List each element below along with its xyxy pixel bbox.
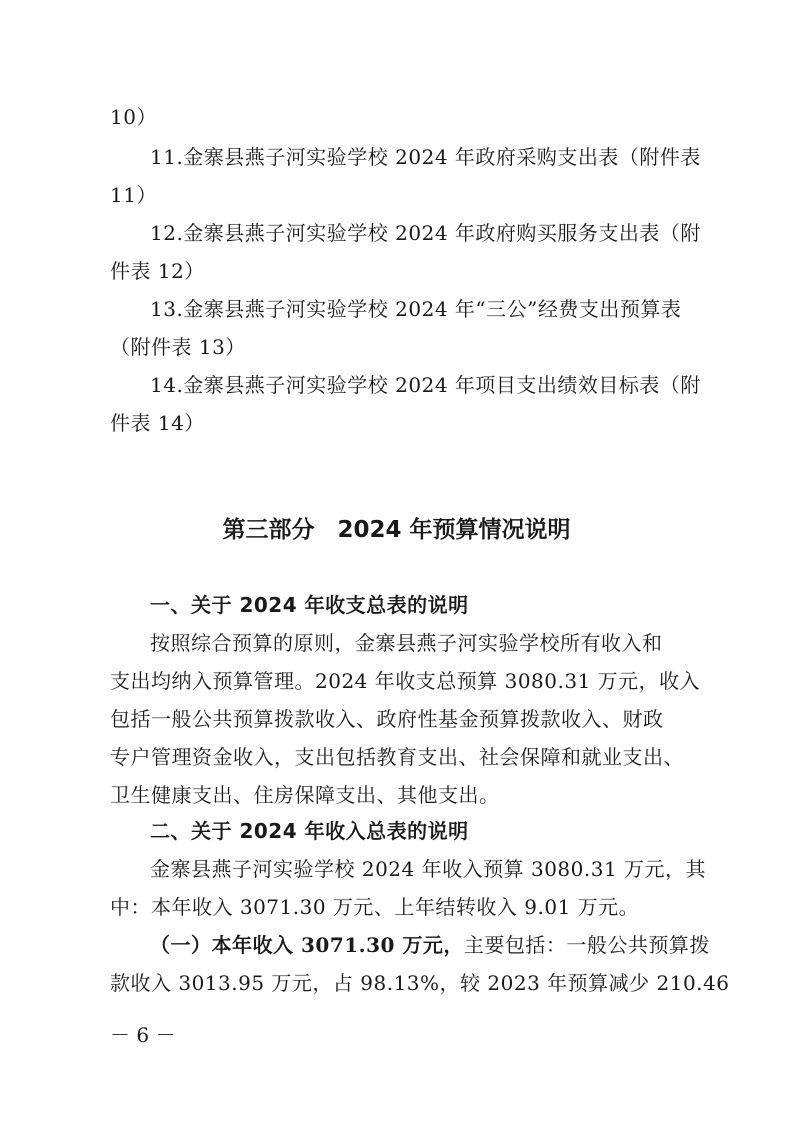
page-number: － 6 － xyxy=(110,1023,176,1047)
paragraph-line: 卫生健康支出、住房保障支出、其他支出。 xyxy=(110,783,500,807)
attachment-line: 件表 12） xyxy=(110,259,205,283)
attachment-item-11: 11.金寨县燕子河实验学校 2024 年政府采购支出表（附件表 xyxy=(150,145,701,169)
current-year-income-label: （一）本年收入 3071.30 万元， xyxy=(150,933,464,957)
section-title: 第三部分 2024 年预算情况说明 xyxy=(222,517,571,543)
attachment-line: 10） xyxy=(110,105,157,129)
paragraph-line: 款收入 3013.95 万元，占 98.13%，较 2023 年预算减少 210.46 xyxy=(110,971,730,995)
attachment-item-12: 12.金寨县燕子河实验学校 2024 年政府购买服务支出表（附 xyxy=(150,221,701,245)
paragraph-line: 包括一般公共预算拨款收入、政府性基金预算拨款收入、财政 xyxy=(110,707,664,731)
section-heading-2: 二、关于 2024 年收入总表的说明 xyxy=(150,819,469,843)
paragraph-line: 中：本年收入 3071.30 万元、上年结转收入 9.01 万元。 xyxy=(110,895,640,919)
paragraph-line: 金寨县燕子河实验学校 2024 年收入预算 3080.31 万元，其 xyxy=(150,857,707,881)
attachment-line: 件表 14） xyxy=(110,411,205,435)
current-year-income-text: 主要包括：一般公共预算拨 xyxy=(463,933,710,957)
section-heading-1: 一、关于 2024 年收支总表的说明 xyxy=(150,593,469,617)
paragraph-line: 支出均纳入预算管理。2024 年收支总预算 3080.31 万元，收入 xyxy=(110,669,701,693)
attachment-item-13: 13.金寨县燕子河实验学校 2024 年“三公”经费支出预算表 xyxy=(150,297,682,321)
attachment-line: 11） xyxy=(110,183,157,207)
paragraph-line: 按照综合预算的原则，金寨县燕子河实验学校所有收入和 xyxy=(150,631,663,655)
attachment-item-14: 14.金寨县燕子河实验学校 2024 年项目支出绩效目标表（附 xyxy=(150,373,701,397)
attachment-line: （附件表 13） xyxy=(110,335,246,359)
paragraph-line xyxy=(150,932,710,958)
paragraph-line: 专户管理资金收入，支出包括教育支出、社会保障和就业支出、 xyxy=(110,745,684,769)
